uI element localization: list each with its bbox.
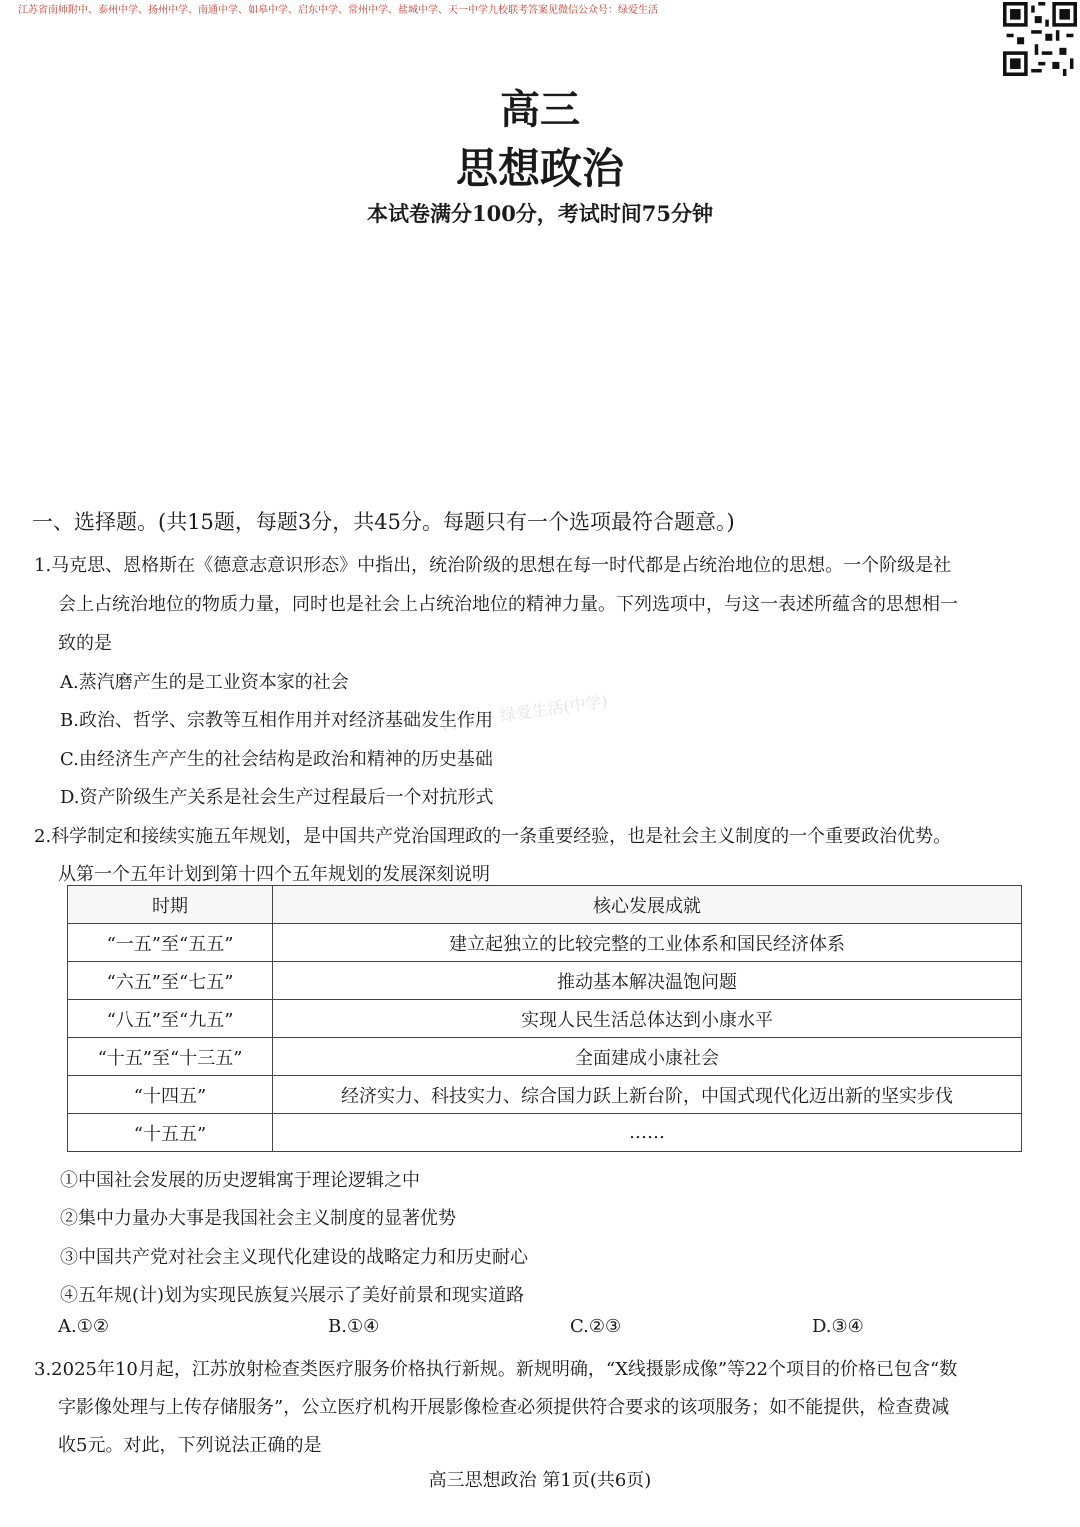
table-header-period: 时期 [68, 886, 273, 924]
q2-choice-d: D.③④ [812, 1316, 864, 1337]
page-footer: 高三思想政治 第1页(共6页) [428, 1470, 652, 1491]
table-cell-achievement: 建立起独立的比较完整的工业体系和国民经济体系 [273, 924, 1022, 962]
table-header-achievement: 核心发展成就 [273, 886, 1022, 924]
top-banner: 江苏省南师附中、泰州中学、扬州中学、南通中学、如皋中学、启东中学、常州中学、盐城中学、天一中学九校联考答案见微信公众号：绿爱生活 [18, 5, 658, 16]
q3-line-1: 3.2025年10月起，江苏放射检查类医疗服务价格执行新规。新规明确，“X线摄影成像”等22个项目的价格已包含“数 [34, 1359, 958, 1380]
table-cell-period: “八五”至“九五” [68, 1000, 273, 1038]
table-row [68, 1076, 1022, 1114]
table-cell-period: “一五”至“五五” [68, 924, 273, 962]
table-cell-period: “六五”至“七五” [68, 962, 273, 1000]
q1-line-2: 会上占统治地位的物质力量，同时也是社会上占统治地位的精神力量。下列选项中，与这一表述所蕴含的思想相一 [58, 594, 958, 615]
q1-line-3: 致的是 [58, 633, 112, 654]
q2-statement-2: ②集中力量办大事是我国社会主义制度的显著优势 [60, 1208, 456, 1229]
table-row [68, 924, 1022, 962]
q1-option-a: A.蒸汽磨产生的是工业资本家的社会 [60, 672, 349, 693]
q2-line-2: 从第一个五年计划到第十四个五年规划的发展深刻说明 [58, 864, 490, 885]
watermark-text: (小学) · 绿爱生活(中学) [439, 691, 609, 734]
table-cell-achievement: 全面建成小康社会 [273, 1038, 1022, 1076]
table-cell-period: “十五五” [68, 1114, 273, 1152]
table-row [68, 1114, 1022, 1152]
table-cell-period: “十五”至“十三五” [68, 1038, 273, 1076]
table-cell-achievement: 实现人民生活总体达到小康水平 [273, 1000, 1022, 1038]
q3-line-2: 字影像处理与上传存储服务”，公立医疗机构开展影像检查必须提供符合要求的该项服务；如不能提供，检查费减 [58, 1397, 950, 1418]
q1-option-c: C.由经济生产产生的社会结构是政治和精神的历史基础 [60, 749, 493, 770]
q2-statement-4: ④五年规(计)划为实现民族复兴展示了美好前景和现实道路 [60, 1285, 525, 1306]
q1-line-1: 1.马克思、恩格斯在《德意志意识形态》中指出，统治阶级的思想在每一时代都是占统治地位的思想。一个阶级是社 [34, 555, 952, 576]
q2-choice-c: C.②③ [570, 1316, 622, 1337]
q1-option-b: B.政治、哲学、宗教等互相作用并对经济基础发生作用 [60, 710, 493, 731]
table-row [68, 1038, 1022, 1076]
q2-choice-a: A.①② [58, 1316, 109, 1337]
exam-info: 本试卷满分100分，考试时间75分钟 [366, 201, 714, 226]
table-cell-period: “十四五” [68, 1076, 273, 1114]
qr-code-image [1002, 2, 1078, 76]
section-title: 一、选择题。(共15题，每题3分，共45分。每题只有一个选项最符合题意。) [32, 510, 735, 534]
table-row [68, 1000, 1022, 1038]
q2-statement-3: ③中国共产党对社会主义现代化建设的战略定力和历史耐心 [60, 1247, 528, 1268]
grade-title: 高三 [500, 87, 580, 133]
q2-statement-1: ①中国社会发展的历史逻辑寓于理论逻辑之中 [60, 1170, 420, 1191]
q1-option-d: D.资产阶级生产关系是社会生产过程最后一个对抗形式 [60, 787, 494, 808]
table-cell-achievement: …… [273, 1114, 1022, 1152]
table-row [68, 962, 1022, 1000]
q2-choice-b: B.①④ [328, 1316, 380, 1337]
subject-title: 思想政治 [455, 144, 624, 193]
q3-line-3: 收5元。对此，下列说法正确的是 [58, 1435, 322, 1456]
table-cell-achievement: 经济实力、科技实力、综合国力跃上新台阶，中国式现代化迈出新的坚实步伐 [273, 1076, 1022, 1114]
table-header-row [68, 886, 1022, 924]
five-year-plan-table [67, 885, 1022, 1152]
q2-line-1: 2.科学制定和接续实施五年规划，是中国共产党治国理政的一条重要经验，也是社会主义制度的一个重要政治优势。 [34, 826, 952, 847]
table-cell-achievement: 推动基本解决温饱问题 [273, 962, 1022, 1000]
